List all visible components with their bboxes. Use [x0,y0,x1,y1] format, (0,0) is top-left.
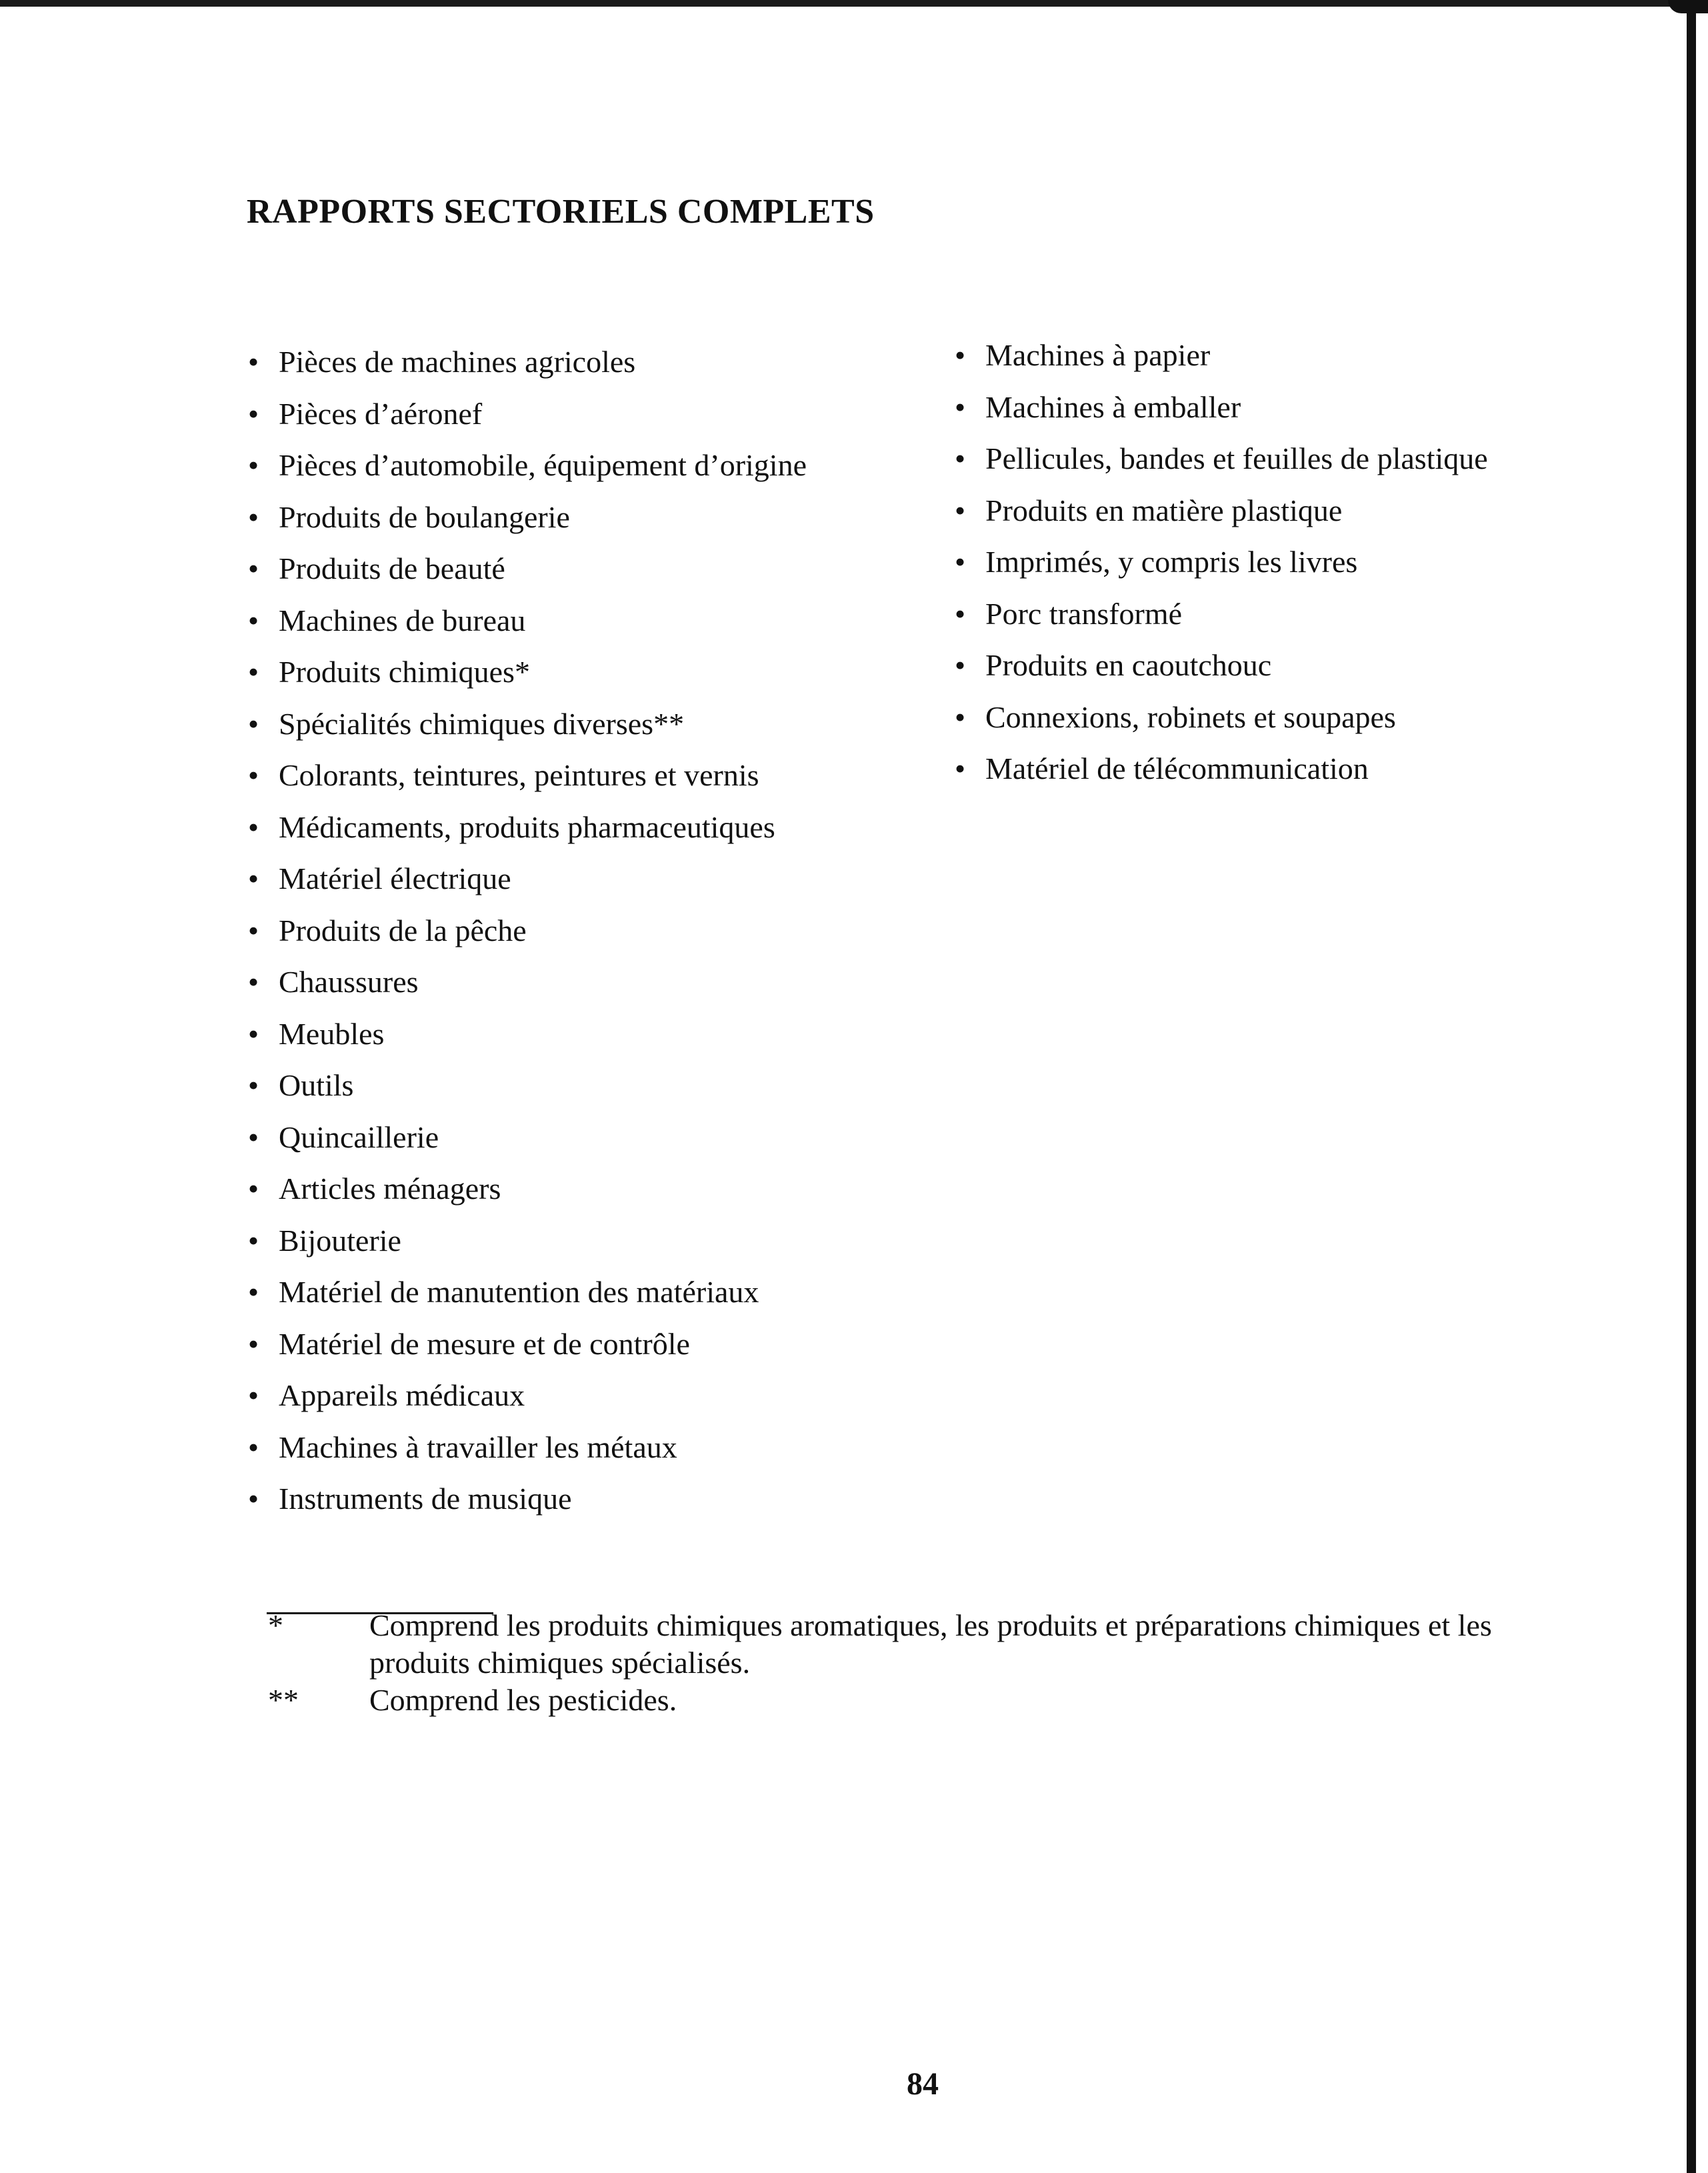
list-item-label: Produits de la pêche [279,913,527,947]
page-heading: RAPPORTS SECTORIELS COMPLETS [247,193,875,231]
bullet: • [248,1430,259,1464]
list-item-label: Machines à travailler les métaux [279,1430,677,1464]
bullet: • [248,1120,259,1154]
scan-top-border [0,0,1673,7]
bullet: • [955,648,966,682]
list-item-label: Machines de bureau [279,603,526,637]
footnote-1 [268,1607,1601,1682]
bullet: • [248,1326,259,1361]
list-item-label: Pièces de machines agricoles [279,345,636,379]
list-item [248,1318,915,1370]
list-item-label: Imprimés, y compris les livres [985,545,1358,579]
list-item-label: Matériel de manutention des matériaux [279,1275,759,1309]
list-item-label: Spécialités chimiques diverses** [279,706,685,741]
list-item [955,329,1661,381]
footnote-text: Comprend les produits chimiques aromatiques, les produits et préparations chimiques et les produits chimiques spécialisés. [369,1608,1492,1680]
list-item-label: Produits en caoutchouc [985,648,1272,682]
list-item [955,691,1661,743]
list-item [248,1008,915,1060]
bullet: • [248,345,259,379]
footnote-mark: ** [268,1683,299,1717]
list-item [955,639,1661,691]
list-item-label: Médicaments, produits pharmaceutiques [279,809,775,844]
list-item [248,1215,915,1267]
bullet: • [248,603,259,637]
bullet: • [248,1016,259,1051]
bullet: • [248,655,259,689]
list-item [248,749,915,801]
bullet: • [248,551,259,585]
list-item [248,491,915,543]
list-item-label: Pellicules, bandes et feuilles de plastique [985,441,1488,475]
page-number: 84 [907,2066,939,2102]
list-item-label: Machines à emballer [985,389,1241,424]
bullet: • [248,1378,259,1412]
bullet: • [248,448,259,482]
bullet: • [248,1172,259,1206]
bullet: • [248,809,259,844]
list-item [955,536,1661,588]
sector-list-right [955,329,1661,795]
list-item-label: Machines à papier [985,338,1211,372]
list-item-label: Produits de beauté [279,551,505,585]
list-item [248,1059,915,1112]
bullet: • [955,441,966,475]
bullet: • [248,706,259,741]
list-item [248,388,915,440]
list-item-label: Produits de boulangerie [279,499,570,534]
list-item [248,1370,915,1422]
bullet: • [248,1275,259,1309]
list-item-label: Produits en matière plastique [985,493,1343,527]
bullet: • [955,751,966,785]
list-item [248,698,915,750]
list-item [955,381,1661,433]
list-item [248,1473,915,1525]
list-item [248,905,915,957]
list-item [248,336,915,388]
list-item [248,1266,915,1318]
scan-right-border [1687,0,1696,2173]
list-item-label: Colorants, teintures, peintures et vernis [279,758,759,792]
bullet: • [955,389,966,424]
bullet: • [248,1482,259,1516]
list-item [248,1422,915,1474]
list-item-label: Quincaillerie [279,1120,439,1154]
bullet: • [248,758,259,792]
list-item [248,801,915,853]
list-item-label: Outils [279,1068,354,1102]
sector-list-left [248,336,915,1525]
bullet: • [248,965,259,999]
list-item-label: Connexions, robinets et soupapes [985,699,1396,734]
list-item [248,1112,915,1164]
list-item [248,853,915,905]
list-item [248,543,915,595]
bullet: • [955,596,966,631]
footnote-2 [268,1682,1601,1719]
list-item-label: Matériel de télécommunication [985,751,1369,785]
scan-right-border-cap [1668,0,1708,13]
bullet: • [955,493,966,527]
list-item [955,485,1661,537]
list-item-label: Bijouterie [279,1223,401,1258]
list-item [248,595,915,647]
bullet: • [248,499,259,534]
list-item [248,439,915,491]
list-item [955,588,1661,640]
list-item-label: Porc transformé [985,596,1183,631]
list-item [248,956,915,1008]
list-item [248,1163,915,1215]
footnote-mark: * [268,1608,283,1642]
footnotes [268,1607,1601,1719]
list-item-label: Chaussures [279,965,419,999]
bullet: • [248,1068,259,1102]
list-item [955,743,1661,795]
list-item-label: Pièces d’aéronef [279,396,483,431]
list-item-label: Appareils médicaux [279,1378,525,1412]
bullet: • [248,396,259,431]
bullet: • [248,1223,259,1258]
bullet: • [955,338,966,372]
list-item [248,646,915,698]
footnote-text: Comprend les pesticides. [369,1683,677,1717]
list-item-label: Meubles [279,1016,385,1051]
list-item-label: Matériel de mesure et de contrôle [279,1326,690,1361]
list-item-label: Produits chimiques* [279,655,530,689]
list-item-label: Matériel électrique [279,861,511,895]
bullet: • [248,913,259,947]
list-item-label: Articles ménagers [279,1172,501,1206]
bullet: • [955,699,966,734]
bullet: • [248,861,259,895]
list-item-label: Pièces d’automobile, équipement d’origine [279,448,807,482]
list-item [955,433,1661,485]
bullet: • [955,545,966,579]
list-item-label: Instruments de musique [279,1482,572,1516]
